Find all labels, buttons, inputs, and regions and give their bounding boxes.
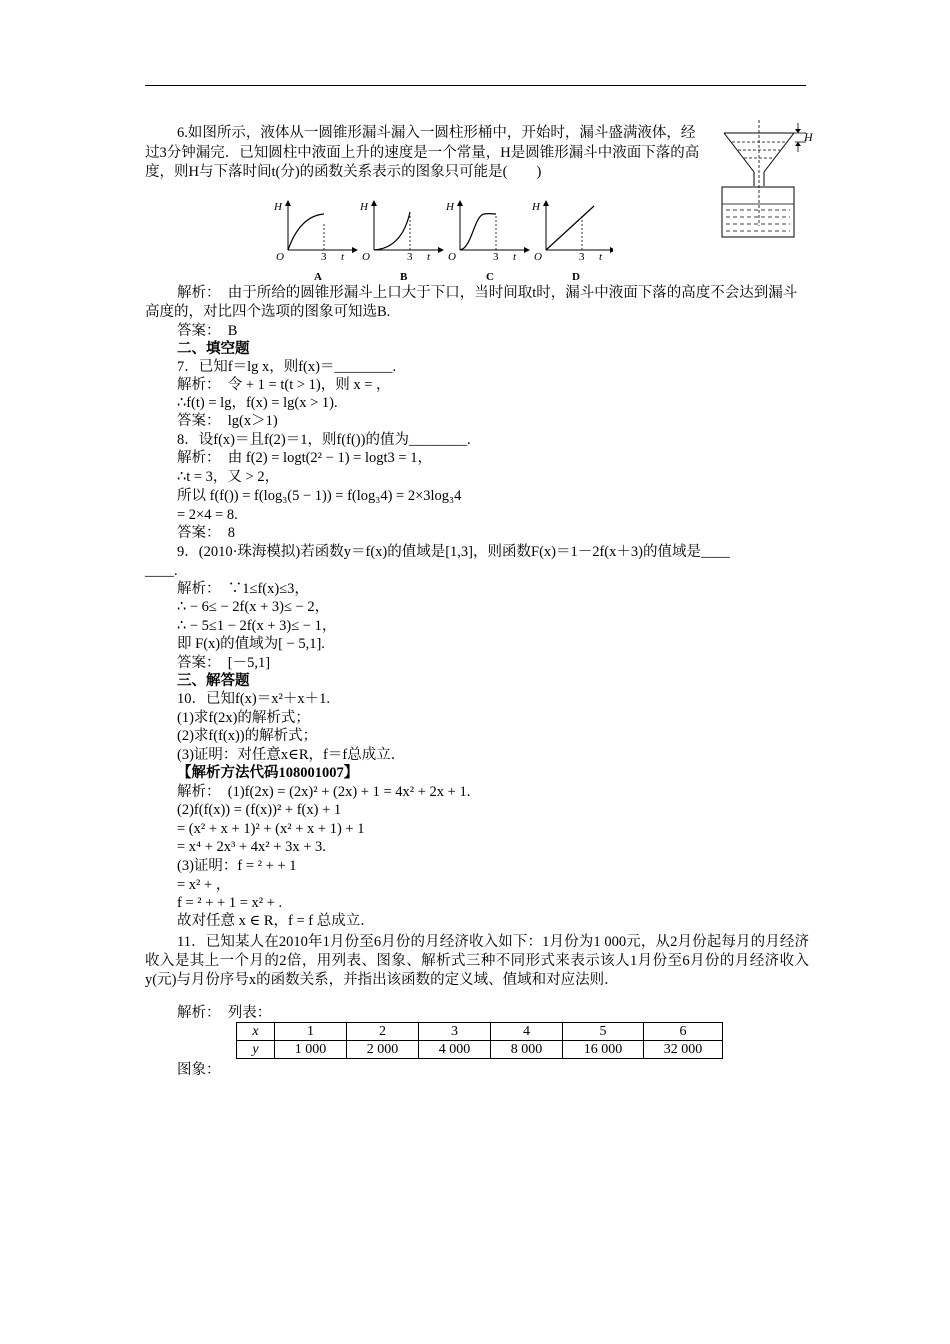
income-table [236,1022,723,1059]
graph-c-label: C [486,271,494,283]
funnel-diagram [718,118,818,243]
graph-c-axis-y: H [446,201,454,213]
q9-answer: 答案： [－5,1] [177,655,271,671]
q8-line: 解析： 由 f(2) = logt(2² − 1) = logt3 = 1， [177,450,432,466]
method-code: 【解析方法代码108001007】 [177,765,359,781]
q10-line: 10．已知f(x)＝x²＋x＋1. [177,691,330,707]
section-solution: 三、解答题 [177,673,250,689]
table-cell: 16 000 [563,1041,644,1059]
q9-line: ____. [145,563,178,579]
table-cell: 5 [563,1023,644,1041]
graph-c-tick: 3 [493,251,499,263]
table-cell: 4 000 [419,1041,491,1059]
header-rule [145,85,806,86]
table-cell: 32 000 [644,1041,723,1059]
graph-b-origin: O [362,251,370,263]
graph-d-axis-x: t [599,251,603,263]
q10-line: (3)证明：f = ² + + 1 [177,858,297,874]
table-cell: 1 [275,1023,347,1041]
table-cell: 2 [347,1023,419,1041]
graph-d-axis-y: H [532,201,540,213]
q7-line: ∴f(t) = lg，f(x) = lg(x > 1). [177,395,338,411]
graph-d-origin: O [534,251,542,263]
q8-line: 8．设f(x)＝且f(2)＝1，则f(f())的值为________. [177,432,471,448]
q11-graph-label: 图象： [177,1062,221,1078]
q10-line: 解析： (1)f(2x) = (2x)² + (2x) + 1 = 4x² + 2x + 1. [177,784,471,800]
q9-line: ∴ − 5≤1 − 2f(x + 3)≤ − 1， [177,618,337,634]
q6-answer: 答案： B [177,323,238,339]
table-cell: 2 000 [347,1041,419,1059]
table-header-x: x [237,1023,275,1041]
q10-line: (2)求f(f(x))的解析式； [177,728,318,744]
graph-a-tick: 3 [321,251,327,263]
q11-analysis: 解析： 列表： [177,1005,272,1021]
graph-b [359,200,444,283]
table-cell: 4 [491,1023,563,1041]
graph-a-axis-x: t [341,251,345,263]
q8-line: ∴t = 3，又 > 2， [177,469,280,485]
funnel-h-label: H [804,130,813,144]
graph-b-axis-y: H [360,201,368,213]
table-cell: 8 000 [491,1041,563,1059]
q7-answer: 答案： lg(x＞1) [177,413,278,429]
graph-c-axis-x: t [513,251,517,263]
graph-b-label: B [400,271,408,283]
graph-b-tick: 3 [407,251,413,263]
q9-line: 即 F(x)的值域为[ − 5,1]. [177,636,325,652]
q10-line: = x⁴ + 2x³ + 4x² + 3x + 3. [177,839,326,855]
q10-line: f = ² + + 1 = x² + . [177,895,283,911]
q10-line: (2)f(f(x)) = (f(x))² + f(x) + 1 [177,802,342,818]
graph-c [445,200,530,283]
q9-line: 解析： ∵1≤f(x)≤3， [177,581,309,597]
q8-answer: 答案： 8 [177,525,235,541]
q9-line: ∴ − 6≤ − 2f(x + 3)≤ − 2， [177,599,330,615]
graph-a-axis-y: H [274,201,282,213]
graph-d-label: D [572,271,580,283]
graph-d [531,200,613,283]
table-row [237,1041,723,1059]
q8-line: 所以 f(f()) = f(log₃(5 − 1)) = f(log₃4) = 2×3log₃4 [177,488,462,504]
question-11-text: 11．已知某人在2010年1月份至6月份的月经济收入如下：1月份为1 000元，从2月份起每月的月经济收入是其上一个月的2倍，用列表、图象、解析式三种不同形式来表示该人1月份至6月份的月经济收入y(元)与月份序号x的函数关系，并指出该函数的定义域、值域和对应法则． [145,934,809,988]
q10-line: (1)求f(2x)的解析式； [177,710,310,726]
q6-analysis: 解析： 由于所给的圆锥形漏斗上口大于下口，当时间取t时，漏斗中液面下落的高度不会达到漏斗高度的，对比四个选项的图象可知选B. [145,285,798,320]
graph-a-label: A [314,271,322,283]
q9-line: 9．(2010·珠海模拟)若函数y＝f(x)的值域是[1,3]，则函数F(x)＝1－2f(x＋3)的值域是____ [177,544,730,560]
graph-c-origin: O [448,251,456,263]
section-fill-blank: 二、填空题 [177,341,250,357]
table-header-y: y [237,1041,275,1059]
table-cell: 6 [644,1023,723,1041]
table-cell: 3 [419,1023,491,1041]
q10-line: = x² + ， [177,877,231,893]
q7-line: 解析： 令 + 1 = t(t > 1)，则 x = ， [177,377,391,393]
table-row [237,1023,723,1041]
table-cell: 1 000 [275,1041,347,1059]
q10-line: = (x² + x + 1)² + (x² + x + 1) + 1 [177,821,365,837]
question-6-text: 6.如图所示，液体从一圆锥形漏斗漏入一圆柱形桶中，开始时，漏斗盛满液体，经过3分钟漏完．已知圆柱中液面上升的速度是一个常量，H是圆锥形漏斗中液面下落的高度，则H与下落时间t(分)的函数关系表示的图象只可能是( ) [145,125,700,180]
graph-b-axis-x: t [427,251,431,263]
q10-line: (3)证明：对任意x∈R，f＝f总成立． [177,747,406,763]
q10-line: 故对任意 x ∈ R，f = f 总成立． [177,913,375,929]
graph-a-origin: O [276,251,284,263]
q8-line: = 2×4 = 8. [177,507,238,523]
q7-line: 7．已知f＝lg x，则f(x)＝________. [177,359,397,375]
graph-a [273,200,358,283]
option-graphs [268,196,613,284]
graph-d-tick: 3 [579,251,585,263]
